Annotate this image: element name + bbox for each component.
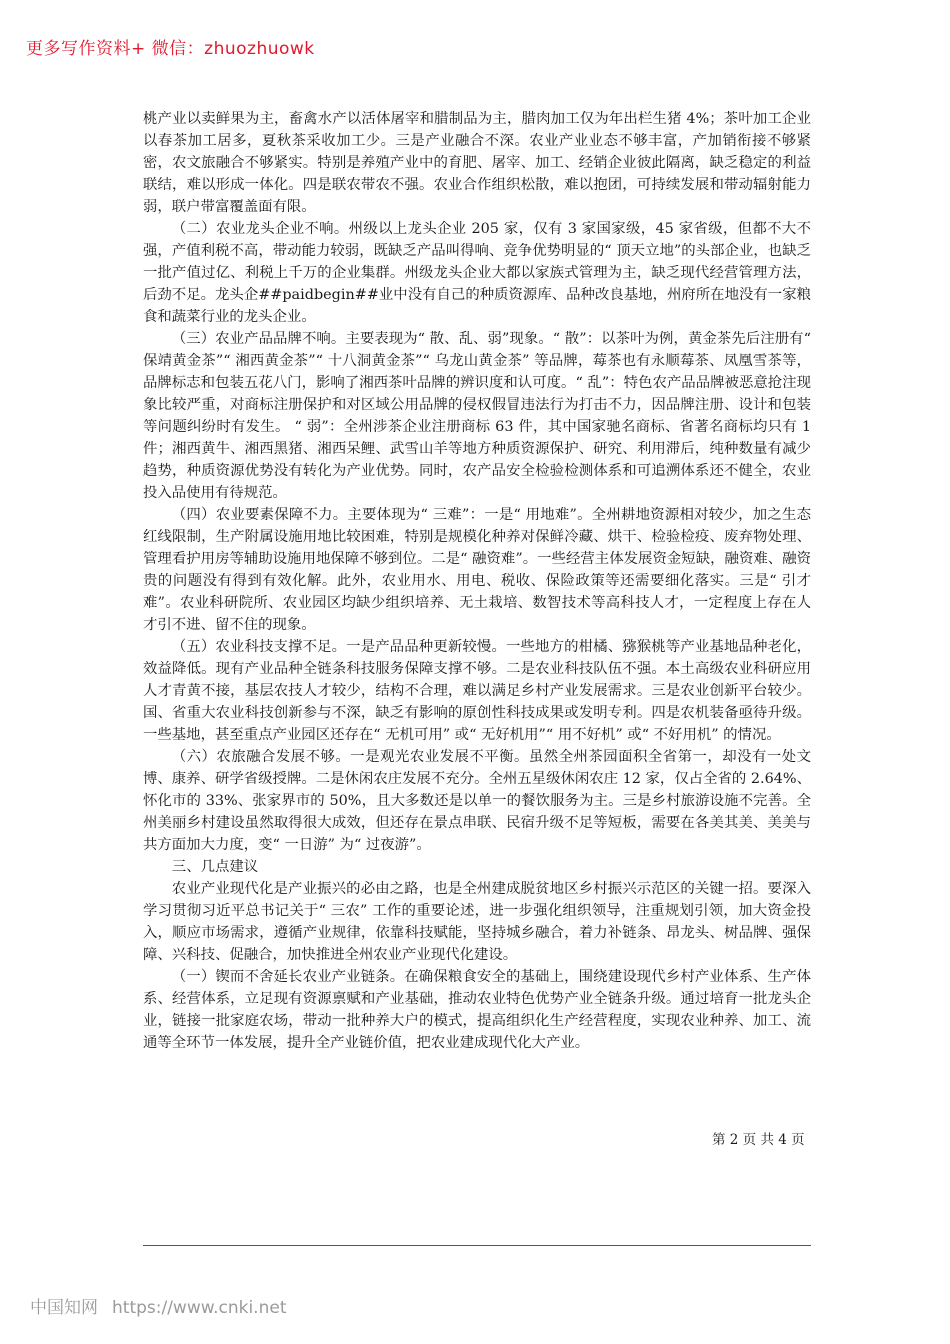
document-body	[143, 108, 811, 1054]
cnki-watermark	[30, 1293, 286, 1318]
footer-divider	[143, 1245, 811, 1246]
cnki-url: https://www.cnki.net	[112, 1298, 287, 1318]
paragraph-suggestion-one: （一）锲而不舍延长农业产业链条。在确保粮食安全的基础上，围绕建设现代乡村产业体系、生产体系、经营体系，立足现有资源禀赋和产业基础，推动农业特色优势产业全链条升级。通过培育一批龙头企业，链接一批家庭农场，带动一批种养大户的模式，提高组织化生产经营程度，实现农业种养、加工、流通等全环节一体发展，提升全产业链价值，把农业建成现代化大产业。	[143, 969, 811, 1051]
paragraph-factor-support: （四）农业要素保障不力。主要体现为“ 三难”：一是“ 用地难”。全州耕地资源相对较少，加之生态红线限制，生产附属设施用地比较困难，特别是规模化种养对保鲜冷藏、烘干、检验检疫、废弃物处理、管理看护用房等辅助设施用地保障不够到位。二是“ 融资难”。一些经营主体发展资金短缺，融资难、融资贵的问题没有得到有效化解。此外，农业用水、用电、税收、保险政策等还需要细化落实。三是“ 引才难”。农业科研院所、农业园区均缺少组织培养、无土栽培、数智技术等高科技人才，一定程度上存在人才引不进、留不住的现象。	[143, 507, 811, 633]
paragraph-leading-enterprises: （二）农业龙头企业不响。州级以上龙头企业 205 家，仅有 3 家国家级，45 家省级，但都不大不强，产值利税不高，带动能力较弱，既缺乏产品叫得响、竞争优势明显的“ 顶天立地”的头部企业，也缺乏一批产值过亿、利税上千万的企业集群。州级龙头企业大都以家族式管理为主，缺乏现代经营管理方法，后劲不足。龙头企##paidbegin##业中没有自己的种质资源库、品种改良基地，州府所在地没有一家粮食和蔬菜行业的龙头企业。	[143, 221, 811, 325]
paragraph-agri-tourism: （六）农旅融合发展不够。一是观光农业发展不平衡。虽然全州茶园面积全省第一，却没有一处文博、康养、研学省级授牌。二是休闲农庄发展不充分。全州五星级休闲农庄 12 家，仅占全省的 2.64%、怀化市的 33%、张家界市的 50%，且大多数还是以单一的餐饮服务为主。三是乡村旅游设施不完善。全州美丽乡村建设虽然取得很大成效，但还存在景点串联、民宿升级不足等短板，需要在各美其美、美美与共方面加大力度，变“ 一日游” 为“ 过夜游”。	[143, 749, 811, 853]
section-heading-suggestions: 三、几点建议	[171, 859, 259, 875]
promo-banner: 更多写作资料+ 微信：zhuozhuowk	[26, 39, 315, 59]
page-number: 第 2 页 共 4 页	[712, 1132, 805, 1148]
cnki-logo-text: 中国知网	[30, 1298, 98, 1318]
paragraph-brands: （三）农业产品品牌不响。主要表现为“ 散、乱、弱”现象。“ 散”：以茶叶为例，黄金茶先后注册有“ 保靖黄金茶”“ 湘西黄金茶”“ 十八洞黄金茶”“ 乌龙山黄金茶” 等品牌，莓茶也有永顺莓茶、凤凰雪茶等，品牌标志和包装五花八门，影响了湘西茶叶品牌的辨识度和认可度。“ 乱”：特色农产品品牌被恶意抢注现象比较严重，对商标注册保护和对区域公用品牌的侵权假冒违法行为打击不力，因品牌注册、设计和包装等问题纠纷时有发生。 “ 弱”：全州涉茶企业注册商标 63 件，其中国家驰名商标、省著名商标均只有 1 件；湘西黄牛、湘西黑猪、湘西呆鲤、武雪山羊等地方种质资源保护、研究、利用滞后，纯种数量有减少趋势，种质资源优势没有转化为产业优势。同时，农产品安全检验检测体系和可追溯体系还不健全，农业投入品使用有待规范。	[143, 331, 811, 501]
paragraph-tech-support: （五）农业科技支撑不足。一是产品品种更新较慢。一些地方的柑橘、猕猴桃等产业基地品种老化，效益降低。现有产业品种全链条科技服务保障支撑不够。二是农业科技队伍不强。本土高级农业科研应用人才青黄不接，基层农技人才较少，结构不合理，难以满足乡村产业发展需求。三是农业创新平台较少。国、省重大农业科技创新参与不深，缺乏有影响的原创性科技成果或发明专利。四是农机装备亟待升级。一些基地，甚至重点产业园区还存在“ 无机可用” 或“ 无好机用”“ 用不好机” 或“ 不好用机” 的情况。	[143, 639, 811, 743]
paragraph-suggestions-intro: 农业产业现代化是产业振兴的必由之路，也是全州建成脱贫地区乡村振兴示范区的关键一招。要深入学习贯彻习近平总书记关于“ 三农” 工作的重要论述，进一步强化组织领导，注重规划引领，加大资金投入，顺应市场需求，遵循产业规律，依靠科技赋能，坚持城乡融合，着力补链条、昂龙头、树品牌、强保障、兴科技、促融合，加快推进全州农业产业现代化建设。	[143, 881, 811, 963]
paragraph-continuation: 桃产业以卖鲜果为主，畜禽水产以活体屠宰和腊制品为主，腊肉加工仅为年出栏生猪 4%；茶叶加工企业以春茶加工居多，夏秋茶采收加工少。三是产业融合不深。农业产业业态不够丰富，产加销衔接不够紧密，农文旅融合不够紧实。特别是养殖产业中的育肥、屠宰、加工、经销企业彼此隔离，缺乏稳定的利益联结，难以形成一体化。四是联农带农不强。农业合作组织松散，难以抱团，可持续发展和带动辐射能力弱，联户带富覆盖面有限。	[143, 111, 811, 215]
